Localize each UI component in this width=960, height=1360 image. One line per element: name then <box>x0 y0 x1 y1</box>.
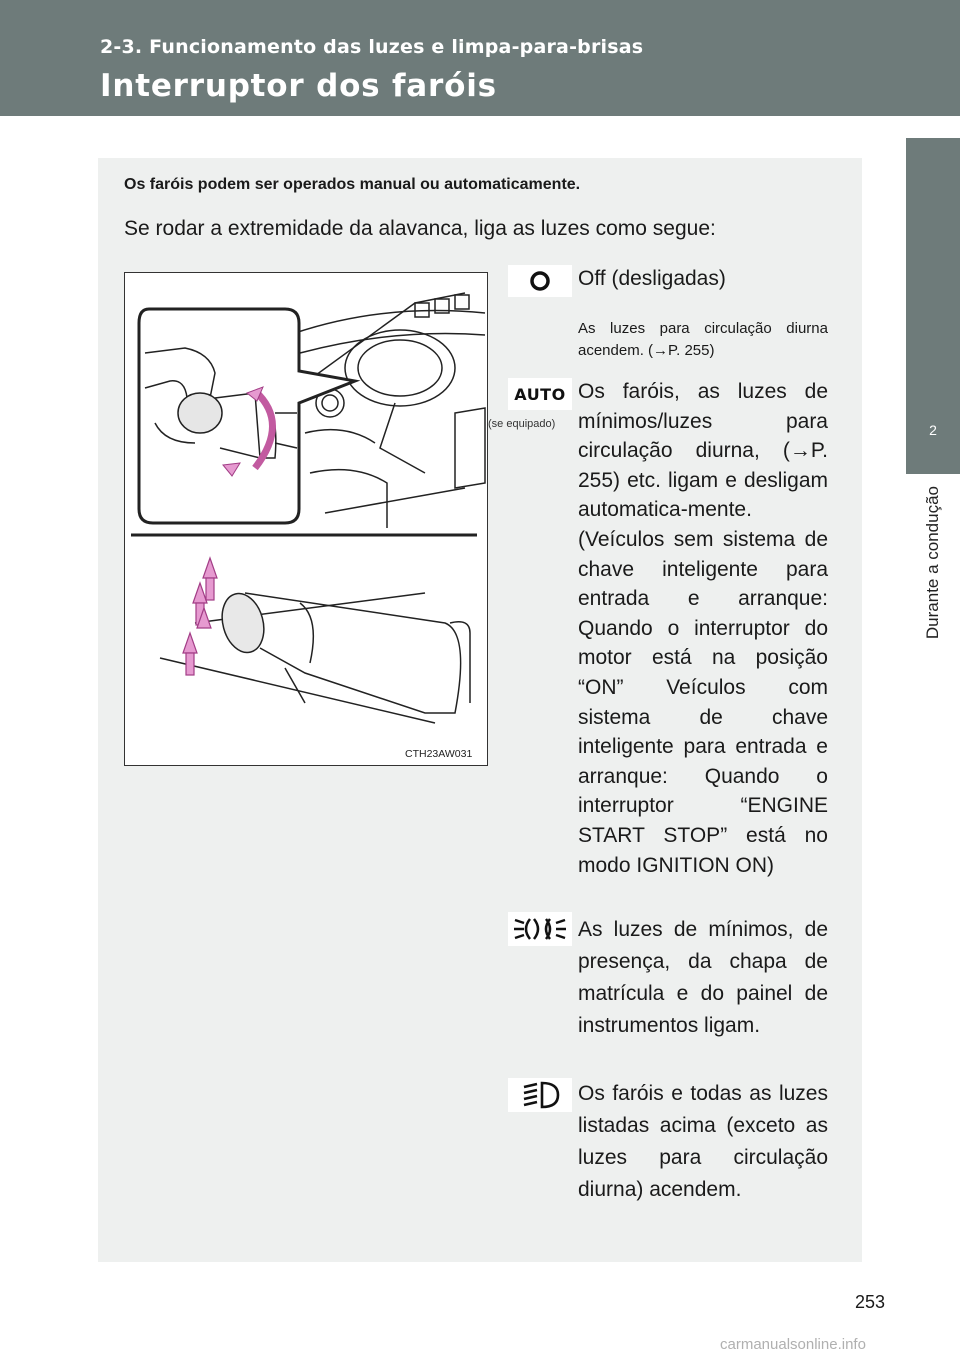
side-tab-top <box>906 0 960 116</box>
parking-lights-icon <box>508 912 572 946</box>
chapter-header <box>0 0 906 116</box>
chapter-label <box>906 474 960 774</box>
chapter-number: 2 <box>929 422 937 438</box>
intro-text: Os faróis podem ser operados manual ou automaticamente. <box>124 176 581 193</box>
mode-headlight-text: Os faróis e todas as luzes listadas acima (exceto as luzes para circulação diurna) acendem. <box>578 1082 828 1201</box>
mode-off-text: Off (desligadas) <box>578 267 726 290</box>
auto-icon-label: AUTO <box>514 384 566 404</box>
page-title: Interruptor dos faróis <box>100 68 497 104</box>
mode-parking-text: As luzes de mínimos, de presença, da chapa de matrícula e do painel de instrumentos ligam. <box>578 918 828 1037</box>
lead-text: Se rodar a extremidade da alavanca, liga as luzes como segue: <box>124 217 716 240</box>
auto-icon <box>508 378 572 410</box>
section-title: 2-3. Funcionamento das luzes e limpa-para-brisas <box>100 36 644 58</box>
off-circle-icon <box>508 265 572 297</box>
mode-off-note: As luzes para circulação diurna acendem. (→P. 255) <box>578 320 828 359</box>
headlight-icon <box>508 1078 572 1112</box>
equipment-note: (se equipado) <box>488 418 556 430</box>
figure-code: CTH23AW031 <box>405 748 473 760</box>
watermark: carmanualsonline.info <box>720 1336 866 1353</box>
illustration-drawing <box>125 273 487 765</box>
mode-auto-text: Os faróis, as luzes de mínimos/luzes para circulação diurna, (→P. 255) etc. ligam e desligam automatica-mente. (Veículos sem sistema de chave inteligente para entrada e arranque: Quando o interruptor do motor está na posição “ON” Veículos com sistema de chave inteligente para entrada e arranque: Quando o interruptor “ENGINE START STOP” está no modo IGNITION ON) <box>578 380 828 877</box>
headlight-switch-illustration <box>124 272 488 766</box>
page-number: 253 <box>855 1292 886 1312</box>
chapter-label-text: Durante a condução <box>923 486 942 640</box>
